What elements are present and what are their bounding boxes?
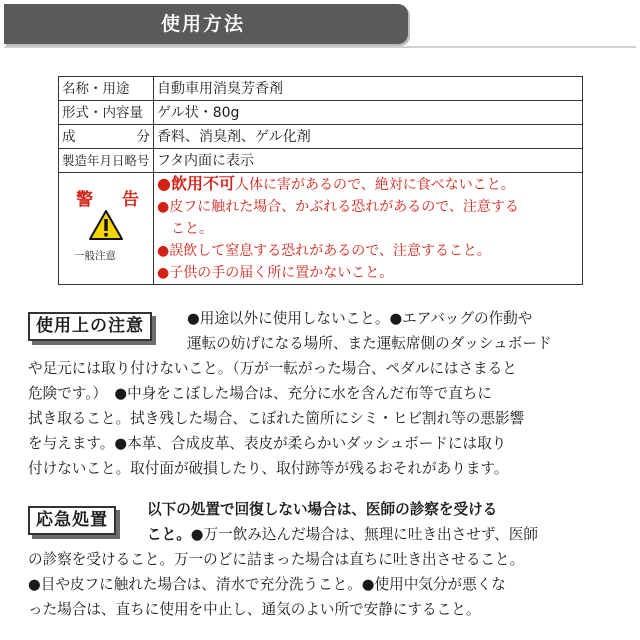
first-aid-bold-line: 以下の処置で回復しない場合は、医師の診察を受ける xyxy=(147,501,498,518)
warning-item xyxy=(157,173,579,196)
caution-line: を与えます。●本革、合成皮革、表皮が柔らかいダッシュボードには取り xyxy=(28,435,507,452)
warning-item xyxy=(157,218,579,240)
caution-line: 拭き取ること。拭き残した場合、こぼれた箇所にシミ・ヒビ割れ等の悪影響 xyxy=(28,410,525,427)
warning-item xyxy=(157,196,579,218)
table-row xyxy=(59,101,583,125)
spec-value: ゲル状・80g xyxy=(154,101,583,125)
first-aid-line-rest: ●万一飲み込んだ場合は、無理に吐き出させず、医師 xyxy=(190,526,539,543)
warning-item-text: 皮フに触れた場合、かぶれる恐れがあるので、注意する xyxy=(169,199,519,215)
bullet: ● xyxy=(157,243,170,259)
table-row xyxy=(59,149,583,173)
spec-value: フタ内面に表示 xyxy=(154,149,583,173)
first-aid-line: の診察を受けること。万一のどに詰まった場合は直ちに吐き出させること。 xyxy=(28,551,525,568)
caution-line: や足元には取り付けないこと。（万が一転がった場合、ペダルにはさまると xyxy=(28,360,517,377)
warning-row xyxy=(59,173,583,285)
spec-key: 製造年月日略号 xyxy=(59,149,154,173)
spec-value: 香料、消臭剤、ゲル化剤 xyxy=(154,125,583,149)
warning-lead: 飲用不可 xyxy=(170,174,235,193)
caution-label: 使用上の注意 xyxy=(28,312,152,341)
first-aid-bold-fragment: こと。 xyxy=(147,526,191,543)
warning-item-text: 誤飲して窒息する恐れがあるので、注意すること。 xyxy=(169,243,491,259)
spec-key xyxy=(59,125,154,149)
spec-key: 形式・内容量 xyxy=(59,101,154,125)
table-row xyxy=(59,77,583,101)
warning-label-cell xyxy=(59,173,154,285)
section-header-bar xyxy=(4,4,408,44)
bullet: ● xyxy=(157,174,171,193)
warning-item-text: こと。 xyxy=(171,221,213,237)
warning-item xyxy=(157,240,579,262)
bullet: ● xyxy=(157,199,170,215)
caution-line: 危険です。） ●中身をこぼした場合は、充分に水を含んだ布等で直ちに xyxy=(28,385,492,402)
caution-line: 付けないこと。取付面が破損したり、取付跡等が残るおそれがあります。 xyxy=(28,460,509,477)
warning-item-text: 人体に害があるので、絶対に食べないこと。 xyxy=(234,177,515,193)
first-aid-line: った場合は、直ちに使用を中止し、通気のよい所で安静にすること。 xyxy=(28,601,481,618)
spec-key: 名称・用途 xyxy=(59,77,154,101)
spec-key-part: 成 xyxy=(62,128,76,145)
header-divider xyxy=(4,46,636,48)
first-aid-label: 応急処置 xyxy=(28,506,116,535)
caution-line: ●用途以外に使用しないこと。●エアバッグの作動や xyxy=(187,310,533,327)
warning-item-text: 子供の手の届く所に置かないこと。 xyxy=(169,265,394,281)
warning-subtitle: 一般注意 xyxy=(74,250,116,262)
spec-table xyxy=(58,76,583,285)
spec-value: 自動車用消臭芳香剤 xyxy=(154,77,583,101)
section-title: 使用方法 xyxy=(161,13,246,35)
warning-title: 警 告 xyxy=(76,190,145,210)
first-aid-line: ●目や皮フに触れた場合は、清水で充分洗うこと。●使用中気分が悪くな xyxy=(28,576,506,593)
spec-key-part: 分 xyxy=(136,128,150,145)
first-aid-line xyxy=(147,522,538,547)
warning-triangle-icon xyxy=(89,210,123,240)
warning-item xyxy=(157,262,579,284)
table-row xyxy=(59,125,583,149)
bullet: ● xyxy=(157,265,170,281)
caution-line: 運転の妨げになる場所、また運転席側のダッシュボード xyxy=(187,335,552,352)
warning-text-cell xyxy=(154,173,583,285)
